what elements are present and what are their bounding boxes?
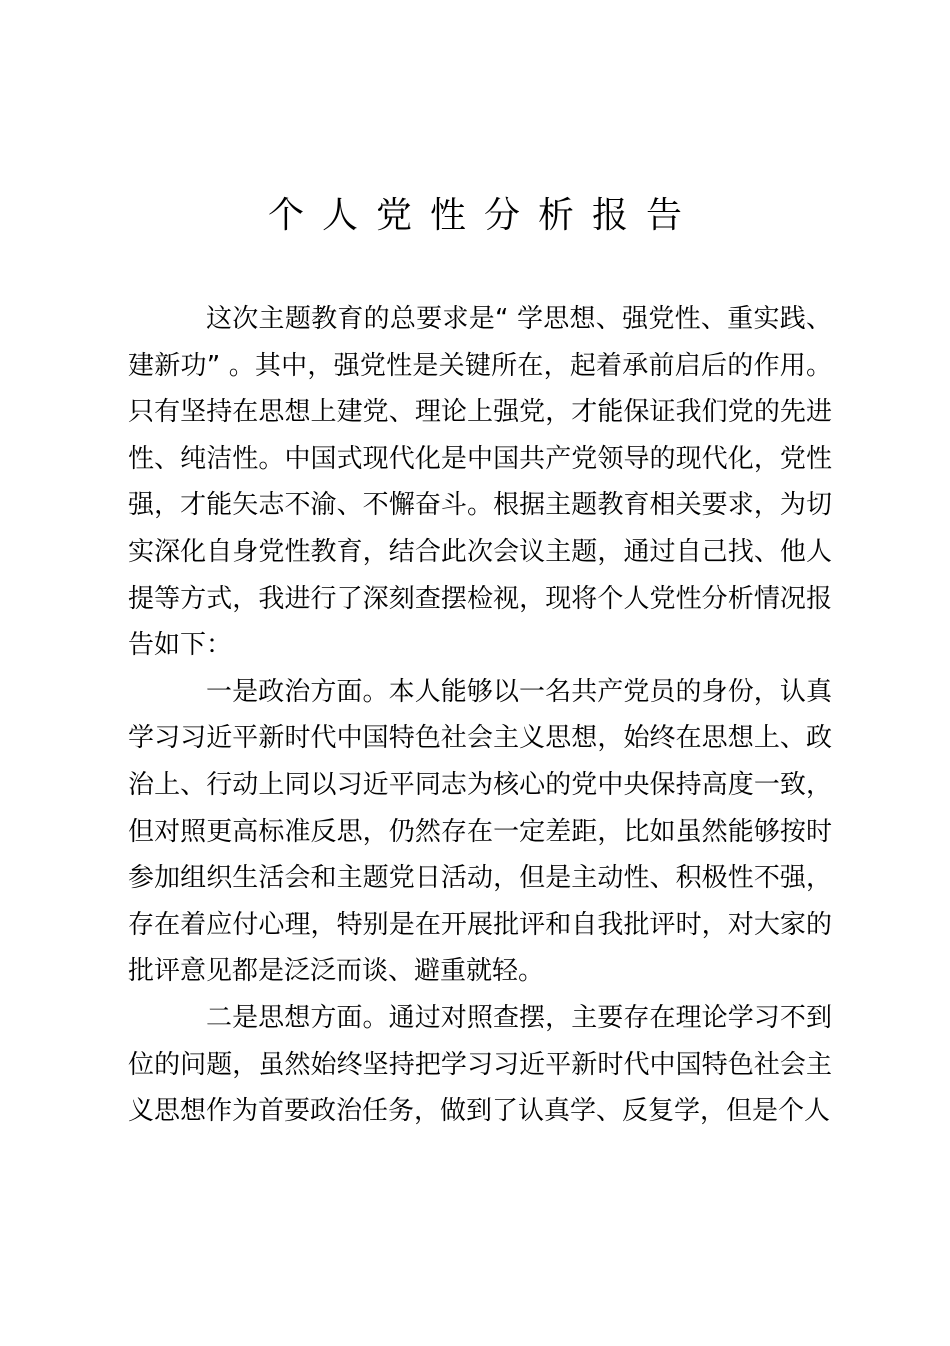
paragraph-ideological: 二是思想方面。通过对照查摆，主要存在理论学习不到位的问题，虽然始终坚持把学习习近平新时代中国特色社会主义思想作为首要政治任务，做到了认真学、反复学，但是个人 [128,1002,832,1127]
document-title: 个人党性分析报告 [267,195,700,236]
paragraph-intro: 这次主题教育的总要求是“ 学思想、强党性、重实践、建新功” 。其中，强党性是关键所在，起着承前启后的作用。只有坚持在思想上建党、理论上强党，才能保证我们党的先进性、纯洁性。中国式现代化是中国共产党领导的现代化，党性强，才能矢志不渝、不懈奋斗。根据主题教育相关要求，为切实深化自身党性教育，结合此次会议主题，通过自己找、他人提等方式，我进行了深刻查摆检视，现将个人党性分析情况报告如下： [128,304,832,661]
document-body [128,296,832,1135]
paragraph-political: 一是政治方面。本人能够以一名共产党员的身份，认真学习习近平新时代中国特色社会主义思想，始终在思想上、政治上、行动上同以习近平同志为核心的党中央保持高度一致，但对照更高标准反思，仍然存在一定差距，比如虽然能够按时参加组织生活会和主题党日活动，但是主动性、积极性不强，存在着应付心理，特别是在开展批评和自我批评时，对大家的批评意见都是泛泛而谈、避重就轻。 [128,676,832,987]
